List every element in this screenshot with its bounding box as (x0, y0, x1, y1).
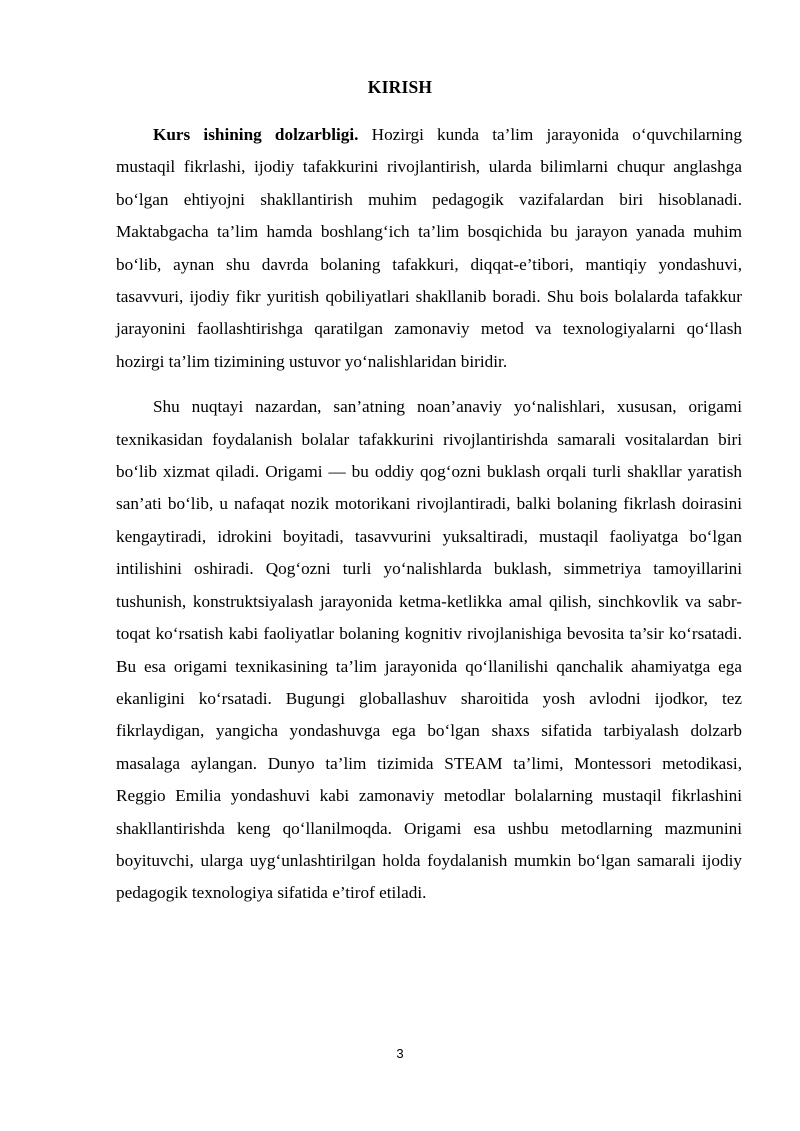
paragraph-relevance (116, 119, 742, 378)
paragraph-text: Hozirgi kunda ta’lim jarayonida o‘quvchilarning mustaqil fikrlashi, ijodiy tafakkurini rivojlantirish, ularda bilimlarni chuqur anglashga bo‘lgan ehtiyojni shakllantirish muhim pedagogik vazifalardan biri hisoblanadi. Maktabgacha ta’lim hamda boshlang‘ich ta’lim bosqichida bu jarayon yanada muhim bo‘lib, aynan shu davrda bolaning tafakkuri, diqqat-e’tibori, mantiqiy yondashuvi, tasavvuri, ijodiy fikr yuritish qobiliyatlari shakllanib boradi. Shu bois bolalarda tafakkur jarayonini faollashtirishga qaratilgan zamonaviy metod va texnologiyalarni qo‘llash hozirgi ta’lim tizimining ustuvor yo‘nalishlaridan biridir. (116, 125, 742, 371)
section-title: KIRISH (367, 77, 433, 97)
body-text (116, 119, 742, 910)
page-number: 3 (396, 1046, 404, 1061)
paragraph-text: Shu nuqtayi nazardan, san’atning noan’anaviy yo‘nalishlari, xususan, origami texnikasidan foydalanish bolalar tafakkurini rivojlantirishda samarali vositalardan biri bo‘lib xizmat qiladi. Origami — bu oddiy qog‘ozni buklash orqali turli shakllar yaratish san’ati bo‘lib, u nafaqat nozik motorikani rivojlantiradi, balki bolaning fikrlash doirasini kengaytiradi, idrokini boyitadi, tasavvurini yuksaltiradi, mustaqil faoliyatga bo‘lgan intilishini oshiradi. Qog‘ozni turli yo‘nalishlarda buklash, simmetriya tamoyillarini tushunish, konstruktsiyalash jarayonida ketma-ketlikka amal qilish, sinchkovlik va sabr-toqat ko‘rsatish kabi faoliyatlar bolaning kognitiv rivojlanishiga bevosita ta’sir ko‘rsatadi. Bu esa origami texnikasining ta’lim jarayonida qo‘llanilishi qanchalik ahamiyatga ega ekanligini ko‘rsatadi. Bugungi globallashuv sharoitida yosh avlodni ijodkor, tez fikrlaydigan, yangicha yondashuvga ega bo‘lgan shaxs sifatida tarbiyalash dolzarb masalaga aylangan. Dunyo ta’lim tizimida STEAM ta’limi, Montessori metodikasi, Reggio Emilia yondashuvi kabi zamonaviy metodlar bolalarning mustaqil fikrlashini shakllantirishda keng qo‘llanilmoqda. Origami esa ushbu metodlarning mazmunini boyituvchi, ularga uyg‘unlashtirilgan holda foydalanish mumkin bo‘lgan samarali ijodiy pedagogik texnologiya sifatida e’tirof etiladi. (116, 397, 742, 903)
paragraph-origami (116, 391, 742, 910)
paragraph-lead-heading: Kurs ishining dolzarbligi. (153, 125, 359, 144)
